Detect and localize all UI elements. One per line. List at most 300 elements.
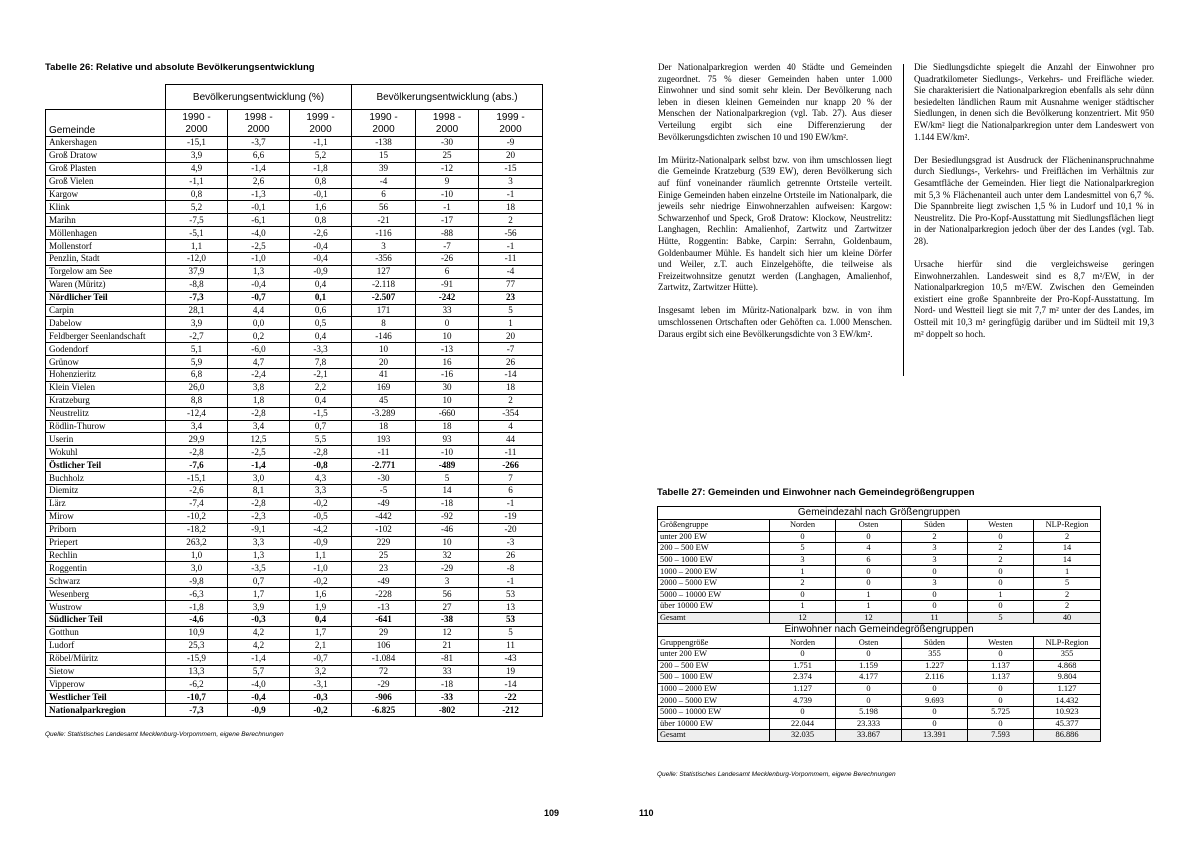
value-cell: 5 — [770, 543, 836, 555]
gemeinde-name: Neustrelitz — [46, 407, 166, 420]
value-cell: 3,3 — [228, 536, 290, 549]
gemeinde-name: Diemitz — [46, 485, 166, 498]
value-cell: -8,8 — [166, 278, 228, 291]
value-cell: -1 — [479, 575, 543, 588]
value-cell: 4,4 — [228, 304, 290, 317]
value-cell: 10 — [352, 343, 416, 356]
value-cell: 1 — [968, 589, 1034, 601]
value-cell: 2 — [1034, 601, 1101, 613]
value-cell: 4,2 — [228, 626, 290, 639]
value-cell: 0,5 — [290, 317, 352, 330]
value-cell: -0,7 — [228, 291, 290, 304]
gemeinde-name: Dabelow — [46, 317, 166, 330]
summary-row — [46, 613, 543, 626]
value-cell: 8 — [352, 317, 416, 330]
value-cell: -4,6 — [166, 613, 228, 626]
table-row — [46, 652, 543, 665]
value-cell: 0 — [770, 648, 836, 660]
gemeinde-name: Buchholz — [46, 472, 166, 485]
value-cell: 6 — [836, 554, 902, 566]
value-cell: -1,0 — [290, 562, 352, 575]
column-header: Größengruppe — [658, 520, 770, 532]
period-header: 1998 - 2000 — [416, 110, 479, 137]
gemeinde-name: Grünow — [46, 356, 166, 369]
value-cell: -9,8 — [166, 575, 228, 588]
column-header: Norden — [770, 637, 836, 649]
value-cell: -1,8 — [290, 162, 352, 175]
value-cell: -0,1 — [228, 201, 290, 214]
value-cell: -22 — [479, 691, 543, 704]
gemeinde-name: Vipperow — [46, 678, 166, 691]
value-cell: 53 — [479, 613, 543, 626]
gemeinde-name: Lärz — [46, 497, 166, 510]
table-row — [46, 201, 543, 214]
gemeinde-name: Nationalparkregion — [46, 704, 166, 717]
value-cell: 20 — [479, 330, 543, 343]
value-cell: 1.137 — [968, 660, 1034, 672]
value-cell: -91 — [416, 278, 479, 291]
value-cell: 4.868 — [1034, 660, 1101, 672]
period-header: 1999 - 2000 — [479, 110, 543, 137]
table-row — [658, 589, 1101, 601]
group-header-absolute: Bevölkerungsentwicklung (abs.) — [352, 85, 543, 110]
table-row — [46, 227, 543, 240]
value-cell: 1.137 — [968, 672, 1034, 684]
value-cell: 25 — [352, 549, 416, 562]
value-cell: -20 — [479, 523, 543, 536]
table-row — [658, 718, 1101, 730]
column-divider — [903, 64, 904, 376]
value-cell: 18 — [352, 420, 416, 433]
value-cell: 28,1 — [166, 304, 228, 317]
value-cell: -5 — [352, 485, 416, 498]
value-cell: -3,3 — [290, 343, 352, 356]
page-number-left: 109 — [544, 808, 560, 818]
value-cell: 355 — [1034, 648, 1101, 660]
value-cell: -13 — [416, 343, 479, 356]
value-cell: 6,6 — [228, 149, 290, 162]
value-cell: 171 — [352, 304, 416, 317]
value-cell: 1,8 — [228, 394, 290, 407]
value-cell: 3 — [902, 577, 968, 589]
column-header: Osten — [836, 520, 902, 532]
value-cell: -4,2 — [290, 523, 352, 536]
value-cell: -21 — [352, 214, 416, 227]
value-cell: -2,6 — [290, 227, 352, 240]
column-header: Osten — [836, 637, 902, 649]
value-cell: 3,4 — [228, 420, 290, 433]
value-cell: -12 — [416, 162, 479, 175]
value-cell: -2,6 — [166, 485, 228, 498]
value-cell: 1,7 — [290, 626, 352, 639]
value-cell: 9.693 — [902, 695, 968, 707]
gemeinde-name: Klink — [46, 201, 166, 214]
value-cell: 5,2 — [166, 201, 228, 214]
value-cell: 0,7 — [290, 420, 352, 433]
table-row — [46, 265, 543, 278]
value-cell: -5,1 — [166, 227, 228, 240]
value-cell: 25 — [416, 149, 479, 162]
value-cell: -1,4 — [228, 459, 290, 472]
value-cell: -3 — [479, 536, 543, 549]
value-cell: 9 — [416, 175, 479, 188]
value-cell: 4.739 — [770, 695, 836, 707]
value-cell: 193 — [352, 433, 416, 446]
gemeinde-name: Sietow — [46, 665, 166, 678]
value-cell: 2 — [479, 214, 543, 227]
value-cell: 0 — [836, 566, 902, 578]
value-cell: -442 — [352, 510, 416, 523]
gemeinde-name: Priborn — [46, 523, 166, 536]
value-cell: -6,1 — [228, 214, 290, 227]
value-cell: 77 — [479, 278, 543, 291]
value-cell: -0,9 — [290, 265, 352, 278]
table-row — [46, 665, 543, 678]
value-cell: 2 — [902, 531, 968, 543]
value-cell: -43 — [479, 652, 543, 665]
value-cell: 0 — [968, 718, 1034, 730]
value-cell: -11 — [479, 446, 543, 459]
value-cell: -0,2 — [290, 497, 352, 510]
value-cell: 0 — [902, 566, 968, 578]
value-cell: -7,3 — [166, 704, 228, 717]
table-row — [46, 253, 543, 266]
gemeinde-name: Kratzeburg — [46, 394, 166, 407]
gemeinde-name: Ankershagen — [46, 137, 166, 150]
gemeinde-name: Mollenstorf — [46, 240, 166, 253]
gemeinde-name: Südlicher Teil — [46, 613, 166, 626]
value-cell: 10 — [416, 330, 479, 343]
value-cell: 2,2 — [290, 381, 352, 394]
summary-row — [46, 459, 543, 472]
table-row — [46, 149, 543, 162]
value-cell: 1,0 — [166, 549, 228, 562]
value-cell: 26 — [479, 356, 543, 369]
value-cell: 3 — [352, 240, 416, 253]
value-cell: -2,3 — [228, 510, 290, 523]
value-cell: -138 — [352, 137, 416, 150]
value-cell: -38 — [416, 613, 479, 626]
value-cell: 23 — [479, 291, 543, 304]
group-label: 5000 – 10000 EW — [658, 706, 770, 718]
value-cell: 13,3 — [166, 665, 228, 678]
value-cell: 44 — [479, 433, 543, 446]
table-row — [46, 214, 543, 227]
value-cell: 0,8 — [290, 175, 352, 188]
value-cell: 2 — [968, 543, 1034, 555]
value-cell: 33 — [416, 665, 479, 678]
table-row — [46, 588, 543, 601]
value-cell: 37,9 — [166, 265, 228, 278]
value-cell: 10 — [416, 536, 479, 549]
value-cell: 6,8 — [166, 369, 228, 382]
value-cell: 3,0 — [228, 472, 290, 485]
column-header: Süden — [902, 520, 968, 532]
value-cell: -12,4 — [166, 407, 228, 420]
value-cell: -3,1 — [290, 678, 352, 691]
summary-row — [46, 691, 543, 704]
table-row — [46, 330, 543, 343]
gemeinde-name: Gotthun — [46, 626, 166, 639]
value-cell: -30 — [416, 137, 479, 150]
gemeinde-name: Godendorf — [46, 343, 166, 356]
value-cell: -14 — [479, 678, 543, 691]
value-cell: -4,0 — [228, 678, 290, 691]
gemeinde-name: Wokuhl — [46, 446, 166, 459]
value-cell: 45 — [352, 394, 416, 407]
value-cell: 2 — [968, 554, 1034, 566]
value-cell: -16 — [416, 369, 479, 382]
gemeinde-name: Marihn — [46, 214, 166, 227]
group-label: 500 – 1000 EW — [658, 554, 770, 566]
table-row — [658, 577, 1101, 589]
value-cell: -92 — [416, 510, 479, 523]
value-cell: -33 — [416, 691, 479, 704]
group-label: 1000 – 2000 EW — [658, 566, 770, 578]
value-cell: 5 — [1034, 577, 1101, 589]
value-cell: 0 — [968, 683, 1034, 695]
table-row — [46, 433, 543, 446]
value-cell: -0,4 — [290, 253, 352, 266]
value-cell: 1 — [770, 601, 836, 613]
value-cell: 2,6 — [228, 175, 290, 188]
value-cell: -8 — [479, 562, 543, 575]
gemeinde-name: Feldberger Seenlandschaft — [46, 330, 166, 343]
table-row — [46, 562, 543, 575]
value-cell: -0,5 — [290, 510, 352, 523]
value-cell: 33.867 — [836, 730, 902, 742]
group-label: Gesamt — [658, 612, 770, 624]
column-header: Westen — [968, 520, 1034, 532]
value-cell: 14 — [416, 485, 479, 498]
value-cell: 1,7 — [228, 588, 290, 601]
value-cell: -660 — [416, 407, 479, 420]
gemeinde-name: Waren (Müritz) — [46, 278, 166, 291]
group-label: 2000 – 5000 EW — [658, 577, 770, 589]
value-cell: -30 — [352, 472, 416, 485]
value-cell: -2,1 — [290, 369, 352, 382]
paragraph: Ursache hierfür sind die vergleichsweise geringen Einwohnerzahlen. Landesweit sind es 8,7 m²/EW, in der Nationalparkregion 10,5 m²/EW. Zwischen den Gemeinden existiert eine große Spannbreite der Pro-Kopf-Ausstattung. Im Nord- und Westteil liegt sie mit 7,7 m² unter der des Landes, im Ostteil mit 10,3 m² geringfügig darüber und im Südteil mit 19,3 m² doppelt so hoch. — [914, 259, 1154, 339]
value-cell: 0 — [902, 683, 968, 695]
value-cell: 3,9 — [166, 317, 228, 330]
table-26-source: Quelle: Statistisches Landesamt Mecklenburg-Vorpommern, eigene Berechnungen — [45, 731, 284, 738]
value-cell: -906 — [352, 691, 416, 704]
value-cell: 4 — [479, 420, 543, 433]
value-cell: 56 — [352, 201, 416, 214]
value-cell: -49 — [352, 575, 416, 588]
gemeindezahl-header-row — [658, 520, 1101, 532]
group-label: 200 – 500 EW — [658, 660, 770, 672]
value-cell: 0,8 — [166, 188, 228, 201]
value-cell: 1,3 — [228, 265, 290, 278]
value-cell: 0 — [902, 589, 968, 601]
value-cell: 0 — [902, 706, 968, 718]
value-cell: 2.116 — [902, 672, 968, 684]
value-cell: 1,1 — [166, 240, 228, 253]
einwohner-section-row — [658, 624, 1101, 637]
value-cell: 1,9 — [290, 601, 352, 614]
value-cell: 1,3 — [228, 549, 290, 562]
value-cell: -1,0 — [228, 253, 290, 266]
table-row — [658, 706, 1101, 718]
value-cell: 7 — [479, 472, 543, 485]
value-cell: 0 — [968, 648, 1034, 660]
value-cell: 5 — [479, 626, 543, 639]
table-26-corner — [46, 85, 166, 110]
gemeinde-name: Röbel/Müritz — [46, 652, 166, 665]
value-cell: -29 — [352, 678, 416, 691]
table-row — [658, 730, 1101, 742]
value-cell: -9,1 — [228, 523, 290, 536]
gemeinde-name: Groß Dratow — [46, 149, 166, 162]
value-cell: -81 — [416, 652, 479, 665]
value-cell: -0,3 — [290, 691, 352, 704]
value-cell: 229 — [352, 536, 416, 549]
value-cell: 4,9 — [166, 162, 228, 175]
gemeindezahl-section-title: Gemeindezahl nach Größengruppen — [658, 507, 1101, 520]
value-cell: 39 — [352, 162, 416, 175]
value-cell: -0,9 — [290, 536, 352, 549]
value-cell: -3,5 — [228, 562, 290, 575]
value-cell: 4,2 — [228, 639, 290, 652]
einwohner-header-row — [658, 637, 1101, 649]
value-cell: -2,5 — [228, 446, 290, 459]
gemeinde-name: Rechlin — [46, 549, 166, 562]
table-26-title: Tabelle 26: Relative und absolute Bevölkerungsentwicklung — [45, 62, 315, 73]
gemeinde-name: Möllenhagen — [46, 227, 166, 240]
value-cell: -2,8 — [228, 497, 290, 510]
value-cell: -4 — [479, 265, 543, 278]
value-cell: 0 — [770, 531, 836, 543]
table-27-title: Tabelle 27: Gemeinden und Einwohner nach Gemeindegrößengruppen — [657, 487, 975, 498]
value-cell: -242 — [416, 291, 479, 304]
value-cell: 3,9 — [166, 149, 228, 162]
value-cell: 29 — [352, 626, 416, 639]
table-row — [658, 601, 1101, 613]
table-row — [46, 678, 543, 691]
value-cell: 93 — [416, 433, 479, 446]
value-cell: 56 — [416, 588, 479, 601]
value-cell: -3.289 — [352, 407, 416, 420]
value-cell: -10,7 — [166, 691, 228, 704]
value-cell: -7,5 — [166, 214, 228, 227]
value-cell: -2.771 — [352, 459, 416, 472]
value-cell: 10,9 — [166, 626, 228, 639]
value-cell: 12 — [836, 612, 902, 624]
value-cell: 23.333 — [836, 718, 902, 730]
gemeinde-name: Nördlicher Teil — [46, 291, 166, 304]
value-cell: -0,4 — [290, 240, 352, 253]
gemeinde-name: Groß Plasten — [46, 162, 166, 175]
value-cell: 15 — [352, 149, 416, 162]
value-cell: -15,1 — [166, 472, 228, 485]
value-cell: -212 — [479, 704, 543, 717]
value-cell: 0,4 — [290, 394, 352, 407]
value-cell: 3,4 — [166, 420, 228, 433]
value-cell: -10,2 — [166, 510, 228, 523]
value-cell: 12,5 — [228, 433, 290, 446]
table-row — [46, 523, 543, 536]
value-cell: 0,8 — [290, 214, 352, 227]
paragraph: Die Siedlungsdichte spiegelt die Anzahl der Einwohner pro Quadratkilometer Siedlungs-, Verkehrs- und Freifläche wieder. Sie charakterisiert die Nationalparkregion ebenfalls als sehr dünn besiedelten ländlichen Raum mit Ausnahme weniger städtischer Siedlungen, in denen sich die Bevölkerung konzentriert. Mit 950 EW/km² liegt die Nationalparkregion unter dem Landeswert von 1.144 EW/km². — [914, 62, 1154, 142]
value-cell: 27 — [416, 601, 479, 614]
table-row — [658, 612, 1101, 624]
gemeinde-name: Kargow — [46, 188, 166, 201]
value-cell: 106 — [352, 639, 416, 652]
value-cell: -4 — [352, 175, 416, 188]
gemeinde-name: Klein Vielen — [46, 381, 166, 394]
value-cell: 169 — [352, 381, 416, 394]
value-cell: 8,1 — [228, 485, 290, 498]
value-cell: -15 — [479, 162, 543, 175]
value-cell: 5,7 — [228, 665, 290, 678]
value-cell: -7 — [416, 240, 479, 253]
period-header: 1998 - 2000 — [228, 110, 290, 137]
group-label: unter 200 EW — [658, 648, 770, 660]
value-cell: -11 — [352, 446, 416, 459]
value-cell: -0,3 — [228, 613, 290, 626]
value-cell: -13 — [352, 601, 416, 614]
value-cell: -7 — [479, 343, 543, 356]
value-cell: 6 — [479, 485, 543, 498]
value-cell: 5,2 — [290, 149, 352, 162]
value-cell: 263,2 — [166, 536, 228, 549]
value-cell: -146 — [352, 330, 416, 343]
value-cell: 0,4 — [290, 330, 352, 343]
group-label: 1000 – 2000 EW — [658, 683, 770, 695]
value-cell: -1,5 — [290, 407, 352, 420]
value-cell: -1 — [479, 497, 543, 510]
value-cell: 1,6 — [290, 588, 352, 601]
value-cell: -641 — [352, 613, 416, 626]
value-cell: -356 — [352, 253, 416, 266]
table-row — [658, 695, 1101, 707]
value-cell: -1,4 — [228, 162, 290, 175]
value-cell: 86.886 — [1034, 730, 1101, 742]
value-cell: 0 — [836, 577, 902, 589]
table-row — [46, 317, 543, 330]
value-cell: 1.159 — [836, 660, 902, 672]
value-cell: 0 — [902, 601, 968, 613]
value-cell: -7,4 — [166, 497, 228, 510]
value-cell: -0,4 — [228, 278, 290, 291]
value-cell: -1.084 — [352, 652, 416, 665]
value-cell: 5.198 — [836, 706, 902, 718]
column-header: Norden — [770, 520, 836, 532]
value-cell: 1.127 — [770, 683, 836, 695]
table-row — [658, 672, 1101, 684]
value-cell: 5,1 — [166, 343, 228, 356]
table-26 — [45, 84, 543, 717]
value-cell: -0,8 — [290, 459, 352, 472]
value-cell: 0,2 — [228, 330, 290, 343]
value-cell: -6,0 — [228, 343, 290, 356]
table-27 — [657, 506, 1101, 742]
gemeinde-name: Carpin — [46, 304, 166, 317]
value-cell: 40 — [1034, 612, 1101, 624]
gemeinde-name: Penzlin, Stadt — [46, 253, 166, 266]
table-row — [46, 549, 543, 562]
value-cell: -228 — [352, 588, 416, 601]
group-label: 5000 – 10000 EW — [658, 589, 770, 601]
table-row — [46, 343, 543, 356]
value-cell: -15,9 — [166, 652, 228, 665]
value-cell: -266 — [479, 459, 543, 472]
value-cell: -2,5 — [228, 240, 290, 253]
table-row — [46, 407, 543, 420]
gemeinde-name: Wesenberg — [46, 588, 166, 601]
column-header: NLP-Region — [1034, 637, 1101, 649]
